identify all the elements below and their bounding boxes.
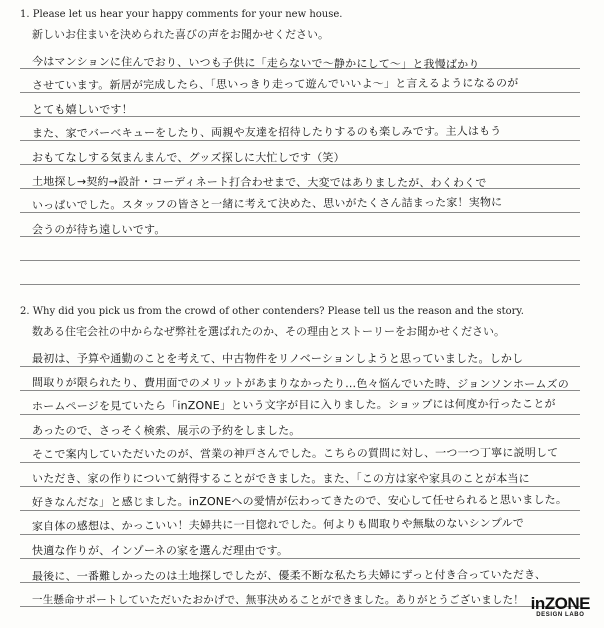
rule bbox=[20, 414, 580, 415]
answer-2-line: 家自体の感想は、かっこいい！夫婦共に一目惚れでした。何よりも間取りや無駄のないシンプルで bbox=[31, 516, 525, 533]
answer-1-line: おもてなしする気まんまんで、グッズ探しに大忙しです（笑） bbox=[32, 151, 345, 164]
answer-1-line: とても嬉しいです！ bbox=[32, 103, 133, 116]
answer-2-line: そこで案内していただいたのが、営業の神戸さんでした。こちらの質問に対し、一つ一つ丁寧に説明して bbox=[31, 446, 559, 461]
answer-2-line: あったので、さっそく検索、展示の予約をしました。 bbox=[32, 424, 301, 437]
answer-1-line: 土地探し→契約→設計・コーディネート打合わせまで、大変ではありましたが、わくわくで bbox=[32, 175, 487, 190]
question-2-ja: 数ある住宅会社の中からなぜ弊社を選ばれたのか、その理由とストーリーをお聞かせください。 bbox=[32, 325, 505, 338]
rule bbox=[20, 510, 580, 511]
answer-2-line: 最初は、予算や通勤のことを考えて、中古物件をリノベーションしようと思っていました。しかし bbox=[32, 352, 524, 365]
question-2: 2. Why did you pick us from the crowd of other contenders? Please tell us the reason and the story. bbox=[20, 306, 524, 317]
answer-1-line: 会うのが待ち遠しいです。 bbox=[32, 223, 166, 236]
answer-2-line: 最後に、一番難しかったのは土地探しでしたが、優柔不断な私たち夫婦にずっと付き合っていただき、 bbox=[31, 568, 547, 583]
answer-2-line: ホームページを見ていたら「inZONE」という文字が目に入りました。ショップには何度か行ったことが bbox=[31, 397, 556, 413]
rule bbox=[20, 534, 580, 535]
question-1: 1. Please let us hear your happy comments for your new house. bbox=[20, 9, 343, 20]
answer-2-line: 一生懸命サポートしていただいたおかげで、無事決めることができました。ありがとうございました！ bbox=[32, 594, 524, 606]
answer-2-line: 間取りが限られたり、費用面でのメリットがあまりなかったり…色々悩んでいた時、ジョンソンホームズの bbox=[32, 376, 569, 391]
brand-subtitle: DESIGN LABO bbox=[536, 612, 585, 618]
rule bbox=[20, 438, 580, 439]
rule bbox=[20, 486, 580, 487]
rule bbox=[20, 462, 580, 463]
answer-2-line: 好きなんだな」と感じました。inZONEへの愛情が伝わってきたので、安心して任せられると思いました。 bbox=[31, 493, 568, 509]
answer-1-line: させています。新居が完成したら、「思いっきり走って遊んでいいよ～」と言えるようになるのが bbox=[31, 76, 519, 93]
inzone-logo bbox=[531, 596, 590, 618]
answer-2-line: いただき、家の作りについて納得することができました。また、「この方は家や家具のことが本当に bbox=[32, 472, 530, 485]
question-1-ja: 新しいお住まいを決められた喜びの声をお聞かせください。 bbox=[32, 28, 329, 41]
answer-2-line: 快適な作りが、インゾーネの家を選んだ理由です。 bbox=[32, 544, 289, 557]
rule bbox=[20, 260, 580, 261]
answer-1-line: いっぱいでした。スタッフの皆さと一緒に考えて決めた、思いがたくさん詰まった家！実物に bbox=[31, 195, 503, 213]
answer-1-line: また、家でバーベキューをしたり、両親や友達を招待したりするのも楽しみです。主人はもう bbox=[31, 124, 502, 141]
rule bbox=[20, 366, 580, 367]
rule bbox=[20, 284, 580, 285]
rule bbox=[20, 558, 580, 559]
brand-name: inZONE bbox=[530, 594, 590, 613]
answer-1-line: 今はマンションに住んでおり、いつも子供に「走らないで～静かにして～」と我慢ばかり bbox=[32, 55, 480, 72]
